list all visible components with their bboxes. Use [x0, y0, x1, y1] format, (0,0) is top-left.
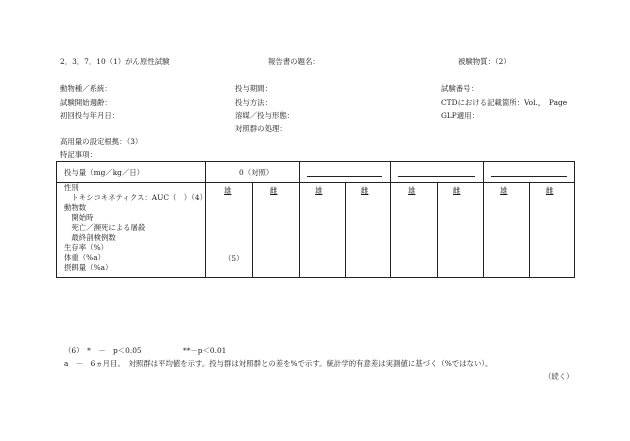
control-treatment-label: 対照群の処理：	[235, 124, 287, 133]
ctd-location-label: CTDにおける記載箇所：Vol.， Page	[441, 98, 568, 107]
control-dose-header: 0（対照）	[239, 168, 274, 177]
sex-female-label: 雌	[453, 186, 461, 195]
row-deaths: 死亡／瀕死による屠殺	[64, 223, 146, 232]
dose-header: 投与量（mg／kg／日）	[64, 168, 145, 177]
column-divider	[390, 162, 391, 277]
carcinogenicity-table	[56, 161, 575, 278]
section-title: 2．3．7．10（1）がん原性試験	[60, 57, 170, 66]
glp-label: GLP適用：	[441, 111, 479, 120]
row-at-start: 開始時	[64, 213, 94, 222]
sex-divider	[252, 183, 253, 277]
row-survival-rate: 生存率（%）	[64, 243, 108, 252]
sex-divider	[345, 183, 346, 277]
row-food-consumption: 摂餌量（%a）	[64, 263, 113, 272]
column-divider	[205, 162, 206, 277]
dose-blank-line	[307, 176, 382, 177]
first-dose-date-label: 初回投与年月日：	[60, 111, 120, 120]
dosing-method-label: 投与方法：	[235, 98, 272, 107]
sex-male-label: 雄	[408, 186, 416, 195]
special-notes-label: 特記事項：	[60, 150, 97, 159]
species-strain-label: 動物種／系統：	[60, 84, 112, 93]
sex-male-label: 雄	[500, 186, 508, 195]
footnote-a: a － 6ヵ月目。 対照群は平均値を示す。投与群は対照群との差を%で示す。統計学的有意差は実測値に基づく（%ではない）。	[64, 359, 493, 368]
continued-label: （続く）	[544, 372, 574, 381]
sex-divider	[529, 183, 530, 277]
vehicle-form-label: 溶媒／投与形態：	[235, 111, 295, 120]
sex-divider	[437, 183, 438, 277]
test-substance-label: 被験物質：（2）	[458, 57, 511, 66]
sex-male-label: 雄	[315, 186, 323, 195]
report-title-label: 報告書の題名：	[268, 57, 320, 66]
column-divider	[483, 162, 484, 277]
row-toxicokinetics: トキシコキネティクス：AUC（ ）（4）	[64, 193, 207, 202]
sex-male-label: 雄	[224, 186, 232, 195]
row-animal-count: 動物数	[64, 203, 87, 212]
significance-note-p01: **－p＜0.01	[183, 346, 227, 355]
row-body-weight: 体重（%a）	[64, 253, 105, 262]
row-sex: 性別	[64, 183, 79, 192]
significance-note-p05: （6） * － p＜0.05	[64, 346, 142, 355]
row-final-necropsy: 最終剖検例数	[64, 233, 116, 242]
body-weight-note: （5）	[224, 254, 244, 263]
study-number-label: 試験番号：	[441, 84, 478, 93]
dose-blank-line	[398, 176, 475, 177]
dosing-period-label: 投与期間：	[235, 84, 272, 93]
sex-female-label: 雌	[270, 186, 278, 195]
sex-female-label: 雌	[361, 186, 369, 195]
start-age-label: 試験開始週齢：	[60, 98, 112, 107]
dose-blank-line	[491, 176, 567, 177]
header-divider	[57, 182, 574, 183]
sex-female-label: 雌	[546, 186, 554, 195]
high-dose-basis-label: 高用量の設定根拠：（3）	[60, 137, 143, 146]
column-divider	[299, 162, 300, 277]
